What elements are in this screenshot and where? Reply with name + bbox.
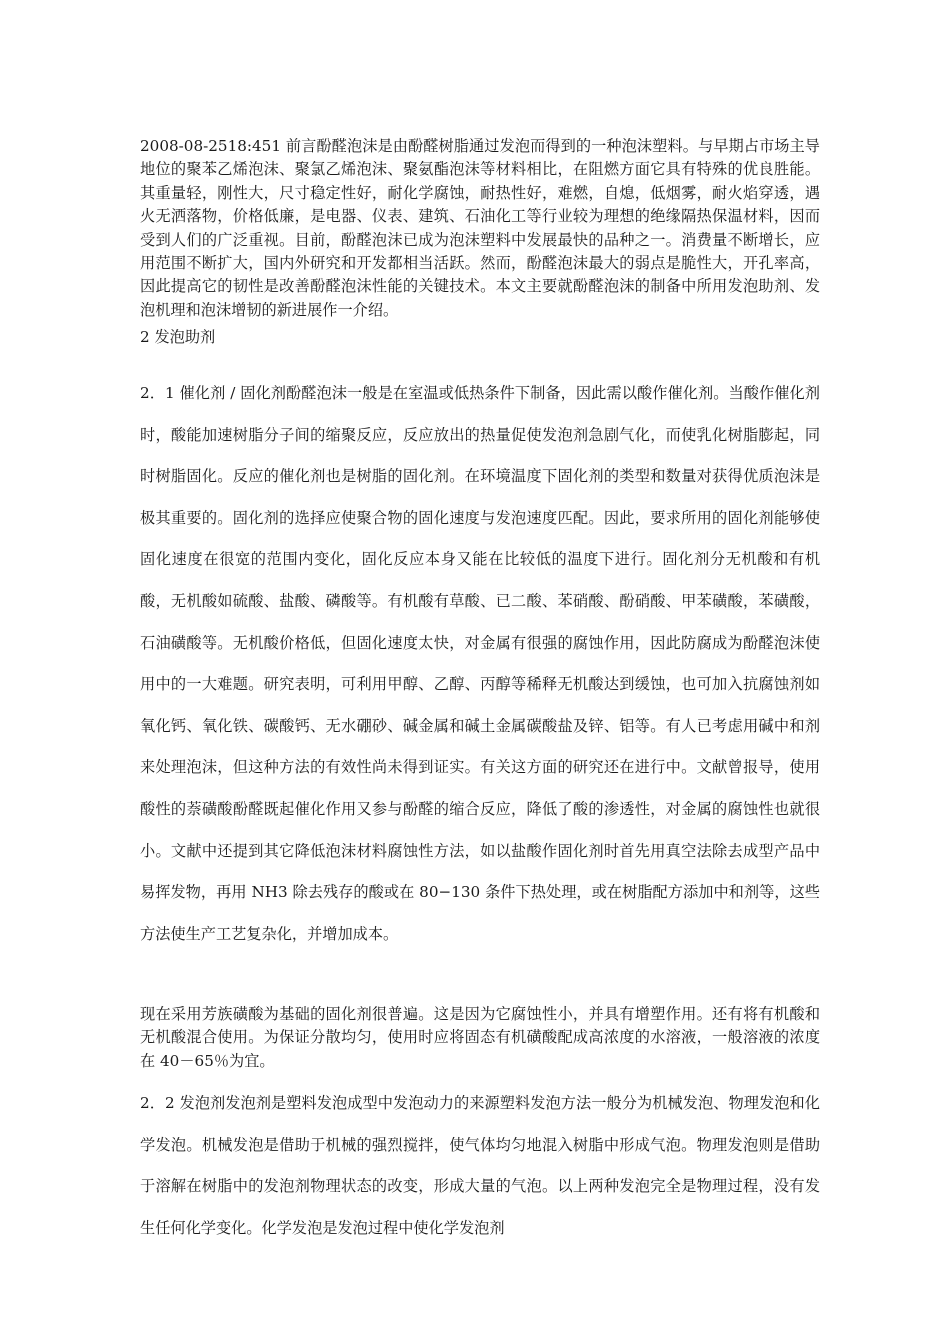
section-heading-2: 2 发泡助剂 bbox=[140, 328, 216, 346]
section-2-2-paragraph: 2．2 发泡剂发泡剂是塑料发泡成型中发泡动力的来源塑料发泡方法一般分为机械发泡、物理发泡和化学发泡。机械发泡是借助于机械的强烈搅拌，使气体均匀地混入树脂中形成气泡。物理发泡则是借助于溶解在树脂中的发泡剂物理状态的改变，形成大量的气泡。以上两种发泡完全是物理过程，没有发生任何化学变化。化学发泡是发泡过程中使化学发泡剂 bbox=[140, 1094, 820, 1237]
intro-paragraph: 2008-08-2518:451 前言酚醛泡沫是由酚醛树脂通过发泡而得到的一种泡沫塑料。与早期占市场主导地位的聚苯乙烯泡沫、聚氯乙烯泡沫、聚氨酯泡沫等材料相比，在阻燃方面它具有特殊的优良胜能。其重量轻，刚性大，尺寸稳定性好，耐化学腐蚀，耐热性好，难燃，自熄，低烟雾，耐火焰穿透，遇火无洒落物，价格低廉，是电器、仪表、建筑、石油化工等行业较为理想的绝缘隔热保温材料，因而受到人们的广泛重视。目前，酚醛泡沫已成为泡沫塑料中发展最快的品种之一。消费量不断增长，应用范围不断扩大，国内外研究和开发都相当活跃。然而，酚醛泡沫最大的弱点是脆性大，开孔率高，因此提高它的韧性是改善酚醛泡沫性能的关键技术。本文主要就酚醛泡沫的制备中所用发泡助剂、发泡机理和泡沫增韧的新进展作一介绍。 bbox=[140, 137, 820, 319]
section-2-1-paragraph: 2．1 催化剂 / 固化剂酚醛泡沫一般是在室温或低热条件下制备，因此需以酸作催化剂。当酸作催化剂时，酸能加速树脂分子间的缩聚反应，反应放出的热量促使发泡剂急剧气化，而使乳化树脂膨起，同时树脂固化。反应的催化剂也是树脂的固化剂。在环境温度下固化剂的类型和数量对获得优质泡沫是极其重要的。固化剂的选择应使聚合物的固化速度与发泡速度匹配。因此，要求所用的固化剂能够使固化速度在很宽的范围内变化，固化反应本身又能在比较低的温度下进行。固化剂分无机酸和有机酸，无机酸如硫酸、盐酸、磷酸等。有机酸有草酸、已二酸、苯硝酸、酚硝酸、甲苯磺酸，苯磺酸，石油磺酸等。无机酸价格低，但固化速度太快，对金属有很强的腐蚀作用，因此防腐成为酚醛泡沫使用中的一大难题。研究表明，可利用甲醇、乙醇、丙醇等稀释无机酸达到缓蚀，也可加入抗腐蚀剂如氧化钙、氧化铁、碳酸钙、无水硼砂、碱金属和碱土金属碳酸盐及锌、铝等。有人已考虑用碱中和剂来处理泡沫，但这种方法的有效性尚未得到证实。有关这方面的研究还在进行中。文献曾报导，使用酸性的萘磺酸酚醛既起催化作用又参与酚醛的缩合反应，降低了酸的渗透性，对金属的腐蚀性也就很小。文献中还提到其它降低泡沫材料腐蚀性方法，如以盐酸作固化剂时首先用真空法除去成型产品中易挥发物，再用 NH3 除去残存的酸或在 80−130 条件下热处理，或在树脂配方添加中和剂等，这些方法使生产工艺复杂化，并增加成本。 bbox=[140, 384, 820, 943]
aromatic-acid-paragraph: 现在采用芳族磺酸为基础的固化剂很普遍。这是因为它腐蚀性小，并具有增塑作用。还有将有机酸和无机酸混合使用。为保证分散均匀，使用时应将固态有机磺酸配成高浓度的水溶液，一般溶液的浓度在 40－65％为宜。 bbox=[140, 1005, 820, 1070]
